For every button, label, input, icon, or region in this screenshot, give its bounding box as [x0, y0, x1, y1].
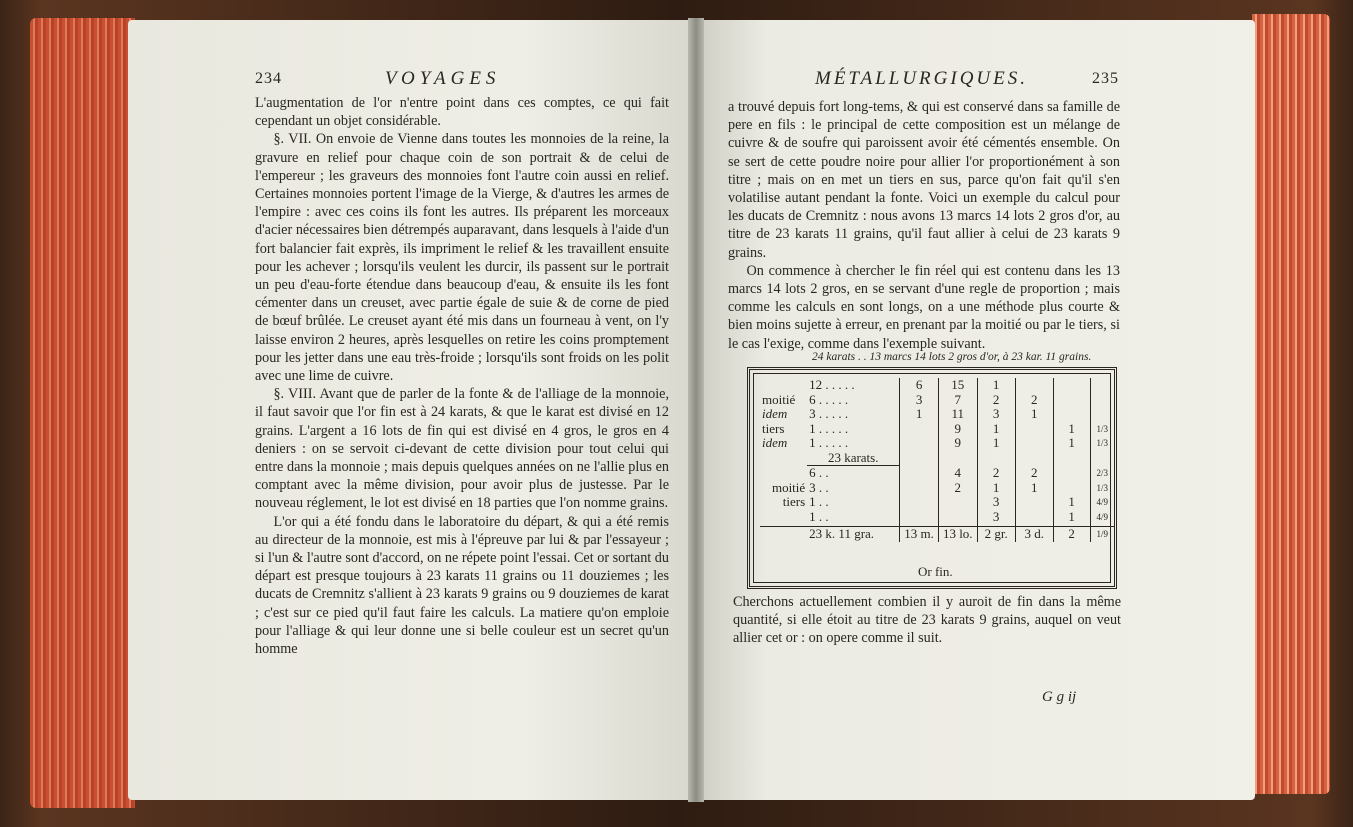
- table-row: [760, 481, 1114, 496]
- paragraph: L'augmentation de l'or n'entre point dans ces comptes, ce qui fait cependant un objet considérable.: [255, 95, 669, 130]
- table-cell: 15: [938, 378, 977, 393]
- table-cell: [1053, 451, 1090, 466]
- table-cell: 1: [977, 378, 1015, 393]
- paragraph: L'or qui a été fondu dans le laboratoire du départ, & qui a été remis au directeur de la monnoie, est mis à l'épreuve par lui & par l'essayeur ; si l'un & l'autre sont d'accord, on ne répete point l'essai. Cet or sortant du départ est presque toujours à 23 karats 11 grains ou 11 douziemes ; les ducats de Cremnitz s'allient à 23 karats 9 grains ou 9 douziemes de karat ; c'est sur ce pied qu'il faut faire les calculs. La matiere qu'on emploie pour l'alliage & qui leur donne une si belle couleur est un secret qu'un homme: [255, 513, 669, 658]
- left-running-head: VOYAGES: [385, 68, 501, 89]
- table-cell: 13 lo.: [938, 527, 977, 542]
- table-cell: [1053, 378, 1090, 393]
- table-cell: [760, 527, 807, 542]
- book-gutter: [688, 18, 704, 802]
- table-cell: [760, 378, 807, 393]
- table-row: [760, 436, 1114, 451]
- table-cell: [900, 481, 939, 496]
- table-cell: 12 . . . . .: [809, 377, 855, 393]
- table-cell: 1: [1015, 407, 1053, 422]
- right-page-edges: [1252, 14, 1330, 794]
- table-cell: 2: [938, 481, 977, 496]
- table-row: [760, 510, 1114, 527]
- table-cell: [1015, 422, 1053, 437]
- table-cell: [1090, 407, 1114, 422]
- paragraph-section-vii: §. VII. On envoie de Vienne dans toutes les monnoies de la reine, la gravure en relief pour chaque coin de son portrait & de celui de l'empereur ; les graveurs des monnoies font l'autre coin aussi en relief. Certaines monnoies portent l'image de la Vierge, & d'autres les armes de l'empire : avec ces coins ils font les autres. Ils préparent les morceaux d'acier nécessaires bien détrempés auparavant, dans lesquels à l'aide d'un fort balancier fait exprès, ils impriment le relief & les travaillent ensuite pour les achever ; lorsqu'ils veulent les durcir, ils passent sur le portrait un peu d'eau-forte étendue dans beaucoup d'eau, & ensuite ils les font cémenter dans un creuset, avec partie égale de suie & de corne de pied de bœuf brûlée. Le creuset ayant été mis dans un fourneau à vent, on l'y laisse environ 2 heures, après lesquelles on retire les coins promptement pour les jetter dans une eau très-froide ; lorsqu'ils sont froids on les polit avec une lime de cuivre.: [255, 131, 669, 385]
- table-cell: 2: [1015, 393, 1053, 408]
- table-cell: 7: [938, 393, 977, 408]
- table-cell: 2: [977, 466, 1015, 481]
- table-cell: [900, 495, 939, 510]
- table-row: [760, 407, 1114, 422]
- left-page-edges: [30, 18, 135, 808]
- table-cell: [1090, 393, 1114, 408]
- table-cell: moitié: [771, 479, 806, 495]
- table-cell: 1: [977, 436, 1015, 451]
- right-body-text: [728, 98, 1120, 353]
- table-cell: 3 d.: [1015, 527, 1053, 542]
- table-cell: 1: [1053, 510, 1090, 527]
- table-cell: 3: [977, 510, 1015, 527]
- left-body-text: [255, 94, 669, 658]
- table-cell: 2: [1053, 527, 1090, 542]
- calculation-table-frame: [747, 367, 1117, 589]
- table-cell: idem: [762, 406, 788, 422]
- paragraph-section-viii: §. VIII. Avant que de parler de la fonte & de l'alliage de la monnoie, il faut savoir que l'or fin est à 24 karats, & que le karat est divisé en 12 grains. L'argent a 16 lots de fin qui est divisé en 4 gros, le gros en 4 deniers : on se servoit ci-devant de cette division pour tout celui qui entre dans la monnoie ; mais depuis quelques années on ne l'allie plus en comptant avec la même division, pour avoir plus de justesse. Par le nouveau réglement, le lot est divisé en 18 parties que l'on nomme grains.: [255, 386, 669, 512]
- table-cell: 3: [900, 393, 939, 408]
- table-cell: 6: [900, 378, 939, 393]
- table-cell: [900, 436, 939, 451]
- table-row: [760, 466, 1114, 481]
- table-cell: 1/3: [1090, 481, 1114, 496]
- table-cell: [1015, 378, 1053, 393]
- table-cell: 1: [1053, 436, 1090, 451]
- table-cell: 9: [938, 422, 977, 437]
- paragraph: On commence à chercher le fin réel qui est contenu dans les 13 marcs 14 lots 2 gros, en se servant d'une regle de proportion ; mais comme les calculs en sont longs, on a une méthode plus courte & bien moins sujette à erreur, en prenant par la moitié ou par le tiers, si le cas l'exige, comme dans l'exemple suivant.: [728, 262, 1120, 352]
- table-cell: [900, 451, 939, 466]
- right-running-head: MÉTALLURGIQUES.: [815, 68, 1029, 89]
- table-cell: [1015, 436, 1053, 451]
- table-cell: 1: [1053, 495, 1090, 510]
- table-cell: 6 . .: [809, 465, 829, 481]
- table-cell: 3 . .: [809, 479, 829, 495]
- table-cell: 1 . .: [809, 494, 829, 510]
- formula-line: 24 karats . . 13 marcs 14 lots 2 gros d'or, à 23 kar. 11 grains.: [812, 351, 1092, 363]
- table-cell: [760, 451, 807, 466]
- table-cell: [1090, 378, 1114, 393]
- table-cell: [900, 466, 939, 481]
- table-footer: Or fin.: [918, 564, 953, 579]
- table-cell: 1 . .: [809, 508, 829, 524]
- table-row: [760, 378, 1114, 393]
- left-page-number: 234: [255, 70, 282, 87]
- table-cell: [1015, 451, 1053, 466]
- table-cell: tiers: [782, 494, 806, 510]
- table-cell: 1: [900, 407, 939, 422]
- table-cell: 1: [1015, 481, 1053, 496]
- table-cell: [1015, 495, 1053, 510]
- table-cell: idem: [762, 435, 788, 451]
- table-cell: [938, 510, 977, 527]
- table-row: [760, 527, 1114, 542]
- table-cell: 4: [938, 466, 977, 481]
- table-cell: 13 m.: [900, 527, 939, 542]
- table-cell: 1: [977, 481, 1015, 496]
- table-cell: [1053, 393, 1090, 408]
- table-cell: [1015, 510, 1053, 527]
- table-row: [760, 393, 1114, 408]
- table-cell: 2: [1015, 466, 1053, 481]
- table-cell: 1/9: [1090, 527, 1114, 542]
- table-cell: [760, 466, 807, 481]
- table-cell: 1 . . . . .: [809, 435, 849, 451]
- table-cell: [900, 422, 939, 437]
- table-cell: [938, 495, 977, 510]
- table-cell: 1 . . . . .: [809, 420, 849, 436]
- table-cell: 23 k. 11 gra.: [807, 527, 900, 542]
- table-cell: 11: [938, 407, 977, 422]
- table-cell: 3: [977, 495, 1015, 510]
- table-cell: 2/3: [1090, 466, 1114, 481]
- catchword: G g ij: [1042, 689, 1077, 705]
- table-cell: [1053, 466, 1090, 481]
- table-cell: 23 karats.: [807, 451, 900, 466]
- table-cell: 3 . . . . .: [809, 406, 849, 422]
- paragraph: a trouvé depuis fort long-tems, & qui est conservé dans sa famille de pere en fils : le principal de cette composition est un mélange de cuivre & de soufre qui paroissent avoir été cémentés ensemble. On se sert de cette poudre noire pour allier l'or proportionément à son titre ; mais on en met un tiers en sus, parce qu'on fait qu'il s'en volatilise autant pendant la fonte. Voici un exemple du calcul pour les ducats de Cremnitz : nous avons 13 marcs 14 lots 2 gros d'or, au titre de 23 karats 11 grains, qu'il faut allier à celui de 23 karats 9 grains.: [728, 99, 1120, 261]
- paragraph: Cherchons actuellement combien il y auroit de fin dans la même quantité, si elle étoit au titre de 23 karats 9 grains, auquel on veut allier cet or : on opere comme il suit.: [733, 594, 1121, 647]
- table-row: [760, 495, 1114, 510]
- table-row: [760, 422, 1114, 437]
- table-cell: 9: [938, 436, 977, 451]
- table-cell: [1053, 481, 1090, 496]
- left-header: [255, 68, 675, 90]
- table-cell: [900, 510, 939, 527]
- table-cell: [1090, 451, 1114, 466]
- table-cell: 6 . . . . .: [809, 391, 849, 407]
- table-cell: 3: [977, 407, 1015, 422]
- right-header: [815, 68, 1130, 90]
- right-page-number: 235: [1092, 70, 1119, 87]
- table-cell: tiers: [762, 420, 785, 436]
- table-cell: 1/3: [1090, 436, 1114, 451]
- table-cell: [1053, 407, 1090, 422]
- table-cell: 2: [977, 393, 1015, 408]
- table-cell: 1: [977, 422, 1015, 437]
- table-cell: [938, 451, 977, 466]
- table-row: [760, 451, 1114, 466]
- table-cell: 4/9: [1090, 495, 1114, 510]
- table-cell: [977, 451, 1015, 466]
- calculation-table: [760, 378, 1114, 542]
- table-cell: 1: [1053, 422, 1090, 437]
- table-cell: [760, 510, 807, 527]
- table-cell: 1/3: [1090, 422, 1114, 437]
- table-cell: 2 gr.: [977, 527, 1015, 542]
- table-cell: moitié: [762, 391, 796, 407]
- table-cell: 4/9: [1090, 510, 1114, 527]
- closing-text: [733, 593, 1121, 648]
